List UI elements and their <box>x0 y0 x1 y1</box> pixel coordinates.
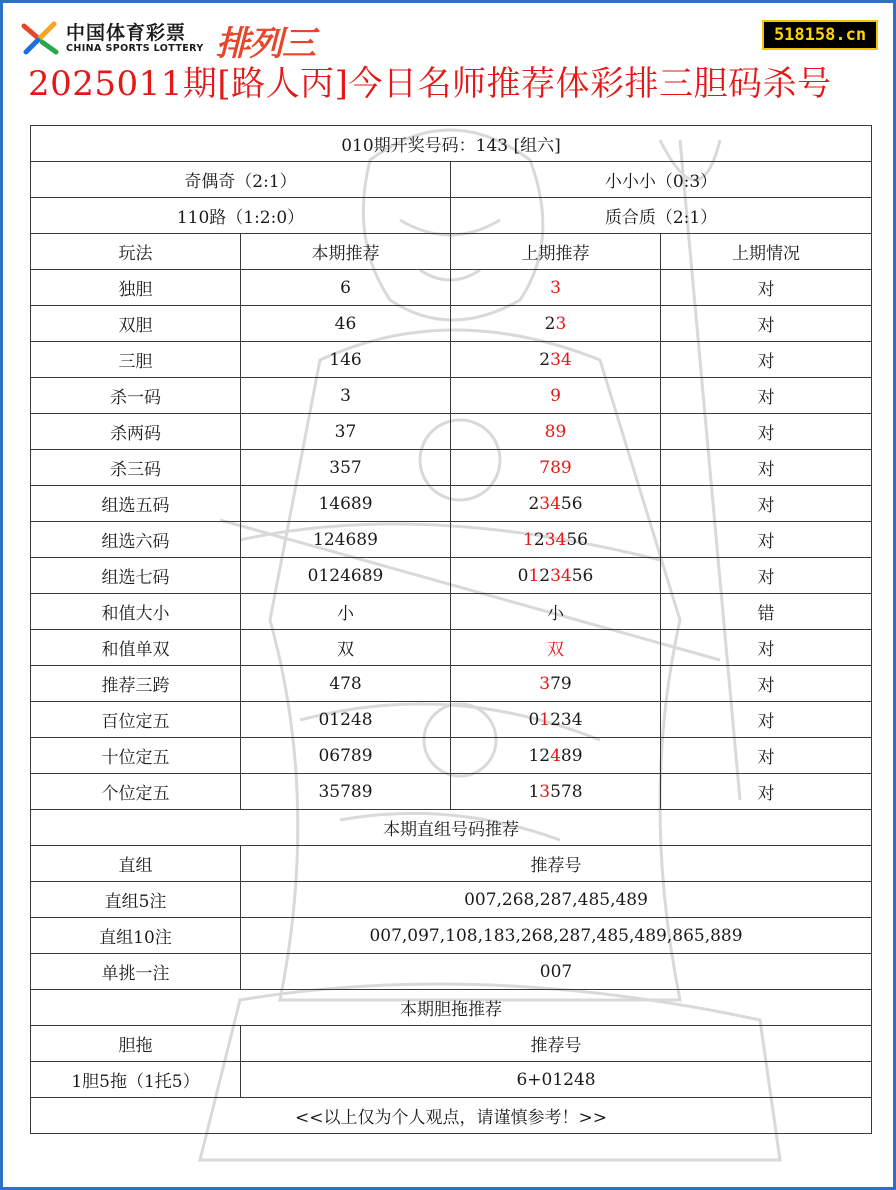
direct-label: 直组5注 <box>31 882 241 918</box>
current-recommendation: 146 <box>241 342 451 378</box>
current-recommendation: 双 <box>241 630 451 666</box>
logo-chinese-text: 中国体育彩票 <box>66 22 187 44</box>
draw-result: 010期开奖号码：143 [组六] <box>31 126 872 162</box>
current-recommendation: 0124689 <box>241 558 451 594</box>
play-row <box>31 522 872 558</box>
previous-recommendation <box>451 378 661 414</box>
play-name: 双胆 <box>31 306 241 342</box>
previous-recommendation <box>451 630 661 666</box>
logo-english-text: CHINA SPORTS LOTTERY <box>66 43 204 54</box>
previous-recommendation <box>451 342 661 378</box>
miss-digits: 2 <box>544 313 556 334</box>
dantuo-section-row <box>31 990 872 1026</box>
hit-digits: 3 <box>539 781 551 802</box>
previous-result: 对 <box>661 270 872 306</box>
play-row <box>31 306 872 342</box>
play-row <box>31 738 872 774</box>
miss-digits: 12 <box>528 745 551 766</box>
previous-recommendation <box>451 666 661 702</box>
dantuo-label: 1胆5拖（1托5） <box>31 1062 241 1098</box>
miss-digits: 1 <box>528 781 540 802</box>
lottery-logo-icon <box>18 18 62 58</box>
previous-result: 对 <box>661 342 872 378</box>
direct-section-row <box>31 810 872 846</box>
current-recommendation: 14689 <box>241 486 451 522</box>
miss-digits: 0 <box>528 709 540 730</box>
play-row <box>31 342 872 378</box>
miss-digits: 56 <box>571 565 594 586</box>
current-recommendation: 01248 <box>241 702 451 738</box>
current-recommendation: 3 <box>241 378 451 414</box>
previous-result: 对 <box>661 630 872 666</box>
play-name: 和值单双 <box>31 630 241 666</box>
miss-digits: 2 <box>533 529 545 550</box>
play-name: 组选七码 <box>31 558 241 594</box>
column-header-current: 本期推荐 <box>241 234 451 270</box>
play-name: 杀一码 <box>31 378 241 414</box>
previous-result: 对 <box>661 414 872 450</box>
logo-game-name: 排列三 <box>216 24 315 64</box>
hit-digits: 1 <box>528 565 540 586</box>
dantuo-value: 6+01248 <box>241 1062 872 1098</box>
disclaimer-link[interactable]: <<以上仅为个人观点，请谨慎参考！>> <box>31 1098 872 1134</box>
hit-digits: 1 <box>523 529 534 550</box>
previous-recommendation <box>451 450 661 486</box>
previous-recommendation <box>451 306 661 342</box>
miss-digits: 2 <box>539 349 551 370</box>
page-title: 2025011期[路人丙]今日名师推荐体彩排三胆码杀号 <box>28 64 832 104</box>
dantuo-col-left: 胆拖 <box>31 1026 241 1062</box>
column-header-result: 上期情况 <box>661 234 872 270</box>
play-name: 百位定五 <box>31 702 241 738</box>
previous-result: 对 <box>661 306 872 342</box>
site-badge[interactable]: 518158.cn <box>762 20 878 50</box>
hit-digits: 9 <box>550 385 561 406</box>
play-name: 个位定五 <box>31 774 241 810</box>
miss-digits: 0 <box>517 565 529 586</box>
previous-result: 对 <box>661 486 872 522</box>
play-row <box>31 558 872 594</box>
miss-digits: 578 <box>550 781 583 802</box>
dantuo-section-title: 本期胆拖推荐 <box>31 990 872 1026</box>
direct-row <box>31 918 872 954</box>
current-recommendation: 35789 <box>241 774 451 810</box>
column-header-row <box>31 234 872 270</box>
summary-row-1 <box>31 162 872 198</box>
play-name: 和值大小 <box>31 594 241 630</box>
odd-even-pattern: 奇偶奇（2:1） <box>31 162 451 198</box>
play-row <box>31 594 872 630</box>
current-recommendation: 357 <box>241 450 451 486</box>
miss-digits: 2 <box>539 565 551 586</box>
hit-digits: 34 <box>550 349 572 370</box>
play-row <box>31 486 872 522</box>
miss-digits: 56 <box>560 493 583 514</box>
previous-recommendation <box>451 774 661 810</box>
previous-result: 对 <box>661 522 872 558</box>
previous-recommendation <box>451 558 661 594</box>
hit-digits: 4 <box>550 745 561 766</box>
previous-recommendation <box>451 270 661 306</box>
previous-recommendation <box>451 414 661 450</box>
miss-digits: 234 <box>550 709 583 730</box>
direct-row <box>31 882 872 918</box>
play-row <box>31 378 872 414</box>
previous-recommendation <box>451 486 661 522</box>
previous-result: 对 <box>661 378 872 414</box>
play-name: 杀三码 <box>31 450 241 486</box>
play-name: 杀两码 <box>31 414 241 450</box>
play-name: 组选五码 <box>31 486 241 522</box>
previous-recommendation <box>451 594 661 630</box>
miss-digits: 56 <box>566 529 588 550</box>
miss-digits: 2 <box>528 493 540 514</box>
current-recommendation: 6 <box>241 270 451 306</box>
hit-digits: 3 <box>550 277 561 298</box>
play-row <box>31 774 872 810</box>
recommendation-table <box>30 125 872 1134</box>
direct-label: 单挑一注 <box>31 954 241 990</box>
current-recommendation: 124689 <box>241 522 451 558</box>
previous-result: 对 <box>661 738 872 774</box>
direct-value: 007 <box>241 954 872 990</box>
play-row <box>31 450 872 486</box>
previous-result: 对 <box>661 558 872 594</box>
previous-recommendation <box>451 738 661 774</box>
play-row <box>31 630 872 666</box>
size-pattern: 小小小（0:3） <box>451 162 872 198</box>
direct-label: 直组10注 <box>31 918 241 954</box>
previous-result: 对 <box>661 774 872 810</box>
column-header-play: 玩法 <box>31 234 241 270</box>
previous-result: 对 <box>661 702 872 738</box>
dantuo-header-row <box>31 1026 872 1062</box>
current-recommendation: 37 <box>241 414 451 450</box>
prime-pattern: 质合质（2:1） <box>451 198 872 234</box>
summary-row-2 <box>31 198 872 234</box>
draw-result-row <box>31 126 872 162</box>
footer-row <box>31 1098 872 1134</box>
previous-result: 错 <box>661 594 872 630</box>
current-recommendation: 06789 <box>241 738 451 774</box>
direct-col-left: 直组 <box>31 846 241 882</box>
previous-result: 对 <box>661 666 872 702</box>
hit-digits: 89 <box>544 421 567 442</box>
play-row <box>31 666 872 702</box>
play-name: 独胆 <box>31 270 241 306</box>
hit-digits: 3 <box>539 673 551 694</box>
hit-digits: 789 <box>539 457 572 478</box>
direct-section-title: 本期直组号码推荐 <box>31 810 872 846</box>
direct-row <box>31 954 872 990</box>
current-recommendation: 46 <box>241 306 451 342</box>
hit-digits: 34 <box>550 565 572 586</box>
direct-value: 007,268,287,485,489 <box>241 882 872 918</box>
play-row <box>31 270 872 306</box>
direct-col-right: 推荐号 <box>241 846 872 882</box>
play-name: 三胆 <box>31 342 241 378</box>
hit-digits: 3 <box>555 313 567 334</box>
miss-digits: 小 <box>547 604 564 624</box>
previous-recommendation <box>451 522 661 558</box>
current-recommendation: 小 <box>241 594 451 630</box>
hit-digits: 34 <box>544 529 567 550</box>
hit-digits: 1 <box>539 709 551 730</box>
miss-digits: 89 <box>560 745 583 766</box>
hit-digits: 34 <box>539 493 561 514</box>
dantuo-row <box>31 1062 872 1098</box>
route-pattern: 110路（1:2:0） <box>31 198 451 234</box>
play-name: 组选六码 <box>31 522 241 558</box>
play-row <box>31 414 872 450</box>
previous-result: 对 <box>661 450 872 486</box>
hit-digits: 双 <box>547 640 564 660</box>
current-recommendation: 478 <box>241 666 451 702</box>
miss-digits: 79 <box>550 673 572 694</box>
play-row <box>31 702 872 738</box>
column-header-previous: 上期推荐 <box>451 234 661 270</box>
play-name: 十位定五 <box>31 738 241 774</box>
direct-value: 007,097,108,183,268,287,485,489,865,889 <box>241 918 872 954</box>
play-name: 推荐三跨 <box>31 666 241 702</box>
direct-header-row <box>31 846 872 882</box>
dantuo-col-right: 推荐号 <box>241 1026 872 1062</box>
previous-recommendation <box>451 702 661 738</box>
